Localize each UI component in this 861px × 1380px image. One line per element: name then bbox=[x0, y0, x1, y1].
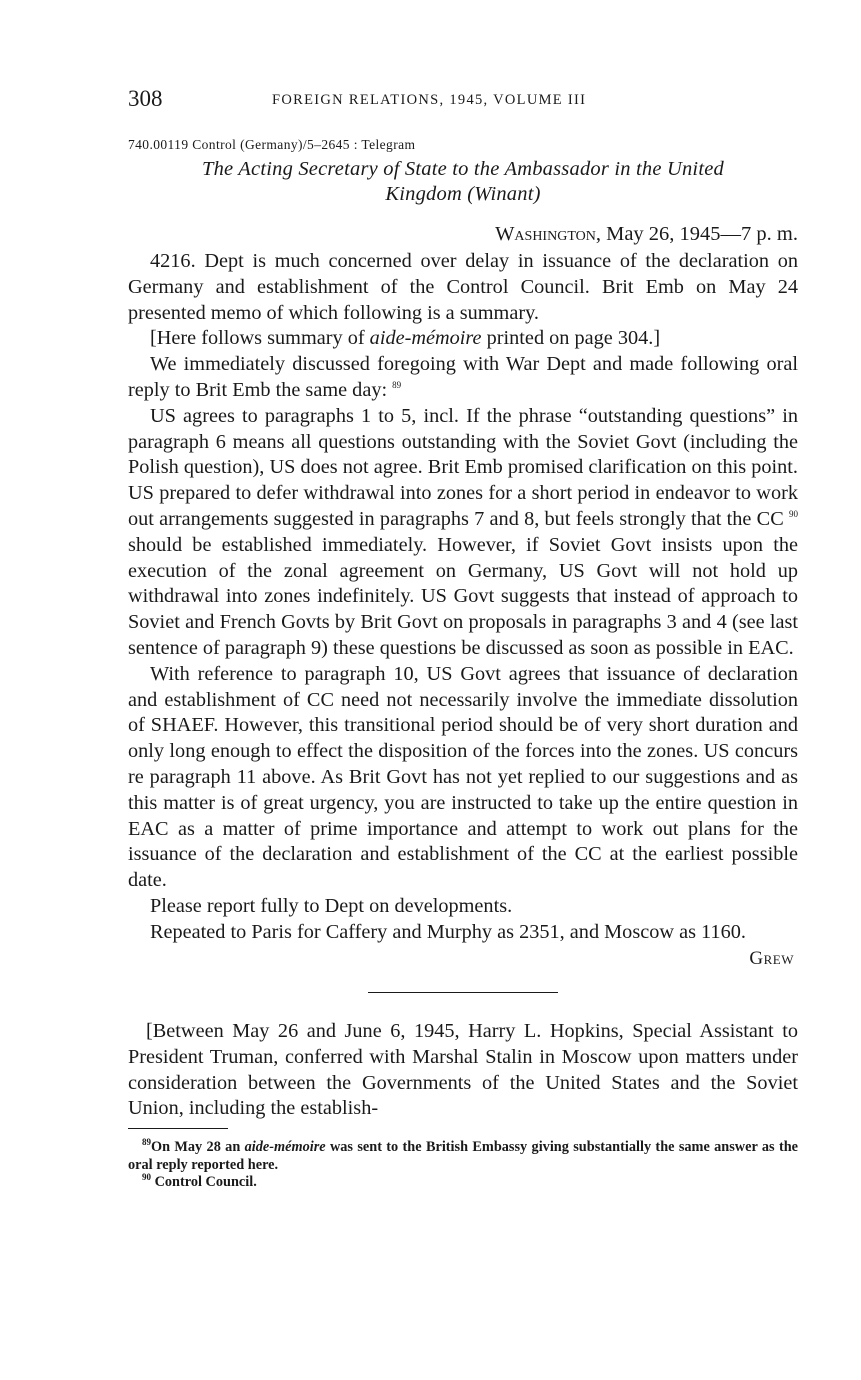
signature-name: Grew bbox=[749, 947, 794, 969]
paragraph-2-text: We immediately discussed foregoing with War Dept and made following oral reply to Brit Emb the same day: bbox=[128, 353, 798, 401]
dateline-date: , May 26, 1945—7 p. m. bbox=[595, 223, 798, 245]
dateline-place: Washington bbox=[495, 223, 596, 245]
bracket-text-after: printed on page 304.] bbox=[481, 327, 661, 350]
bracket-note bbox=[128, 326, 798, 352]
document-title bbox=[128, 157, 798, 207]
footnote-89-text-after: was sent to the British Embassy giving substantially the same answer as the oral reply reported here. bbox=[128, 1139, 799, 1173]
paragraph-3 bbox=[128, 404, 798, 662]
editorial-note bbox=[128, 1019, 798, 1122]
telegram-body bbox=[128, 249, 798, 946]
paragraph-2 bbox=[128, 352, 798, 404]
bracket-text-before: [Here follows summary of bbox=[150, 327, 370, 350]
footnote-90 bbox=[128, 1174, 798, 1192]
title-line-2: Kingdom (Winant) bbox=[385, 183, 541, 205]
title-line-1: The Acting Secretary of State to the Ambassador in the United bbox=[202, 158, 724, 180]
footnotes bbox=[128, 1139, 798, 1192]
paragraph-5: Please report fully to Dept on developments. bbox=[150, 894, 513, 917]
footnote-89-number: 89 bbox=[142, 1137, 151, 1148]
footnote-90-number: 90 bbox=[142, 1172, 151, 1183]
footnote-90-text: Control Council. bbox=[154, 1174, 257, 1191]
running-head: FOREIGN RELATIONS, 1945, VOLUME III bbox=[272, 92, 587, 108]
document-page bbox=[128, 86, 798, 1192]
footnote-ref-90[interactable]: 90 bbox=[789, 509, 799, 520]
signature bbox=[128, 946, 798, 972]
paragraph-3-text-b: should be established immediately. However, if Soviet Govt insists upon the execution of the zonal agreement on Germany, US Govt will not hold up withdrawal into zones indefinitely. US Govt suggests that instead of approach to Soviet and French Govts by Brit Govt on proposals in paragraphs 3 and 4 (see last sentence of paragraph 9) these questions be discussed as soon as possible in EAC. bbox=[128, 533, 798, 659]
paragraph-1: 4216. Dept is much concerned over delay in issuance of the declaration on Germany and establishment of the Control Council. Brit Emb on May 24 presented memo of which following is a summary. bbox=[128, 250, 798, 324]
page-header bbox=[128, 86, 798, 118]
paragraph-6: Repeated to Paris for Caffery and Murphy as 2351, and Moscow as 1160. bbox=[150, 920, 746, 943]
paragraph-4: With reference to paragraph 10, US Govt agrees that issuance of declaration and establishment of CC need not necessarily involve the immediate dissolution of SHAEF. However, this transitional period should be of very short duration and only long enough to effect the disposition of the forces into the zones. US concurs re paragraph 11 above. As Brit Govt has not yet replied to our suggestions and as this matter is of great urgency, you are instructed to take up the entire question in EAC as a matter of prime importance and attempt to work out plans for the issuance of the declaration and establishment of the CC at the earliest possible date. bbox=[128, 662, 798, 892]
footnote-89 bbox=[128, 1139, 798, 1174]
file-reference: 740.00119 Control (Germany)/5–2645 : Telegram bbox=[128, 137, 416, 152]
page-number: 308 bbox=[128, 86, 163, 111]
bracket-aide-memoire: aide-mémoire bbox=[369, 327, 482, 350]
footnote-89-text-before: On May 28 an bbox=[151, 1139, 245, 1156]
paragraph-3-text-a: US agrees to paragraphs 1 to 5, incl. If the phrase “outstanding questions” in paragraph 6 means all questions outstanding with the Soviet Govt (including the Polish question), US does not agree. Brit Emb promised clarification on this point. US prepared to defer withdrawal into zones for a short period in endeavor to work out arrangements suggested in paragraphs 7 and 8, but feels strongly that the CC bbox=[128, 404, 798, 530]
editorial-note-text: [Between May 26 and June 6, 1945, Harry L. Hopkins, Special Assistant to President Truman, conferred with Marshal Stalin in Moscow upon matters under consideration between the Governments of the United States and the Soviet Union, including the establish- bbox=[128, 1020, 798, 1120]
footnote-89-aide-memoire: aide-mémoire bbox=[244, 1139, 326, 1156]
section-divider bbox=[368, 992, 558, 994]
footnote-ref-89[interactable]: 89 bbox=[392, 380, 402, 391]
dateline bbox=[128, 221, 798, 247]
footnote-divider bbox=[128, 1128, 228, 1129]
